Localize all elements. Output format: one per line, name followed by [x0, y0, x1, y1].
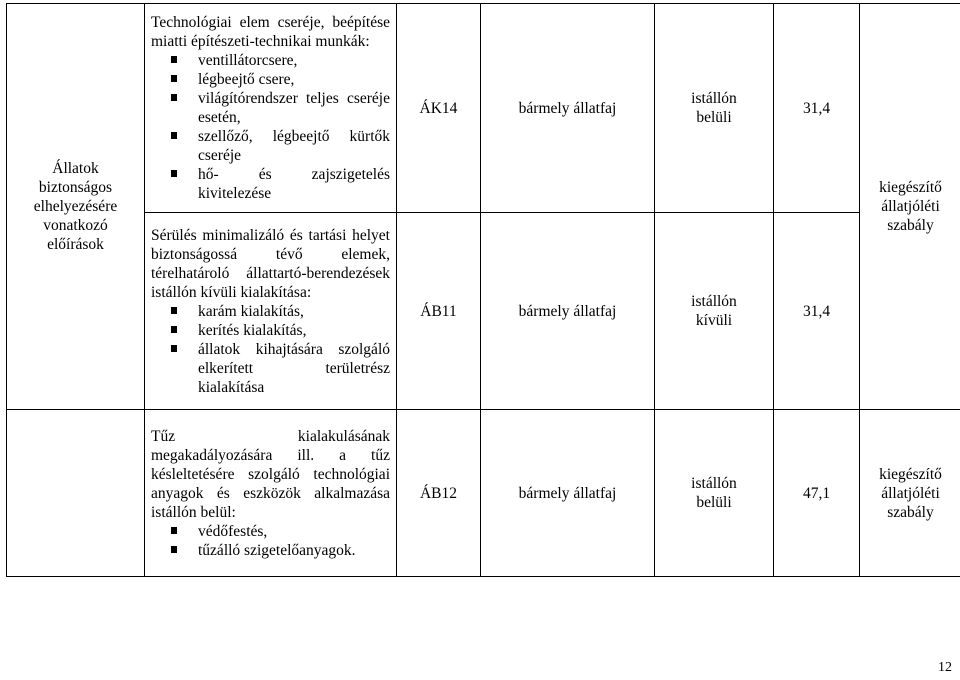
- category-line: Állatok: [52, 160, 99, 177]
- list-item: légbeejtő csere,: [171, 70, 390, 89]
- list-item: állatok kihajtására szolgáló elkerített területrész kialakítása: [171, 340, 390, 397]
- list-item: kerítés kialakítás,: [171, 321, 390, 340]
- type-cell: kiegészítő állatjóléti szabály: [860, 410, 960, 577]
- square-bullet-icon: [171, 94, 177, 101]
- bullet-list: [151, 302, 390, 397]
- category-line: előírások: [47, 236, 104, 253]
- code-cell: ÁB11: [397, 213, 481, 410]
- list-item: karám kialakítás,: [171, 302, 390, 321]
- list-item: ventillátorcsere,: [171, 51, 390, 70]
- bullet-list: [151, 51, 390, 203]
- list-item: tűzálló szigetelőanyagok.: [171, 541, 390, 560]
- requirements-table: [6, 3, 960, 577]
- table-row: [7, 410, 960, 577]
- list-item: világítórendszer teljes cseréje esetén,: [171, 89, 390, 127]
- square-bullet-icon: [171, 132, 177, 139]
- description-cell: [145, 213, 397, 410]
- square-bullet-icon: [171, 527, 177, 534]
- place-cell: istállón belüli: [655, 4, 774, 213]
- table-row: [7, 4, 960, 213]
- list-item: védőfestés,: [171, 522, 390, 541]
- value-cell: 31,4: [774, 213, 860, 410]
- square-bullet-icon: [171, 546, 177, 553]
- category-line: elhelyezésére: [33, 198, 118, 215]
- code-cell: ÁB12: [397, 410, 481, 577]
- square-bullet-icon: [171, 56, 177, 63]
- code-cell: ÁK14: [397, 4, 481, 213]
- animal-cell: bármely állatfaj: [481, 213, 655, 410]
- square-bullet-icon: [171, 345, 177, 352]
- list-item: szellőző, légbeejtő kürtők cseréje: [171, 127, 390, 165]
- description-cell: [145, 4, 397, 213]
- table-row: [7, 213, 960, 410]
- square-bullet-icon: [171, 307, 177, 314]
- list-item: hő- és zajszigetelés kivitelezése: [171, 165, 390, 203]
- value-cell: 31,4: [774, 4, 860, 213]
- category-cell-empty: [7, 410, 145, 577]
- square-bullet-icon: [171, 326, 177, 333]
- category-line: vonatkozó: [43, 217, 108, 234]
- description-intro: Sérülés minimalizáló és tartási helyet biztonságossá tévő elemek, térelhatároló állattartó-berendezések istállón kívüli kialakítása:: [151, 226, 390, 301]
- animal-cell: bármely állatfaj: [481, 4, 655, 213]
- bullet-list: [151, 522, 390, 560]
- type-cell: kiegészítő állatjóléti szabály: [860, 4, 960, 410]
- square-bullet-icon: [171, 75, 177, 82]
- page-number: 12: [938, 660, 952, 675]
- place-cell: istállón belüli: [655, 410, 774, 577]
- description-intro: Technológiai elem cseréje, beépítése miatti építészeti-technikai munkák:: [151, 14, 390, 50]
- animal-cell: bármely állatfaj: [481, 410, 655, 577]
- category-line: biztonságos: [38, 179, 113, 196]
- category-cell: [7, 4, 145, 410]
- place-cell: istállón kívüli: [655, 213, 774, 410]
- value-cell: 47,1: [774, 410, 860, 577]
- description-cell: [145, 410, 397, 577]
- square-bullet-icon: [171, 170, 177, 177]
- description-intro: Tűz kialakulásának megakadályozására ill. a tűz késleltetésére szolgáló technológiai anyagok és eszközök alkalmazása istállón belül:: [151, 427, 390, 521]
